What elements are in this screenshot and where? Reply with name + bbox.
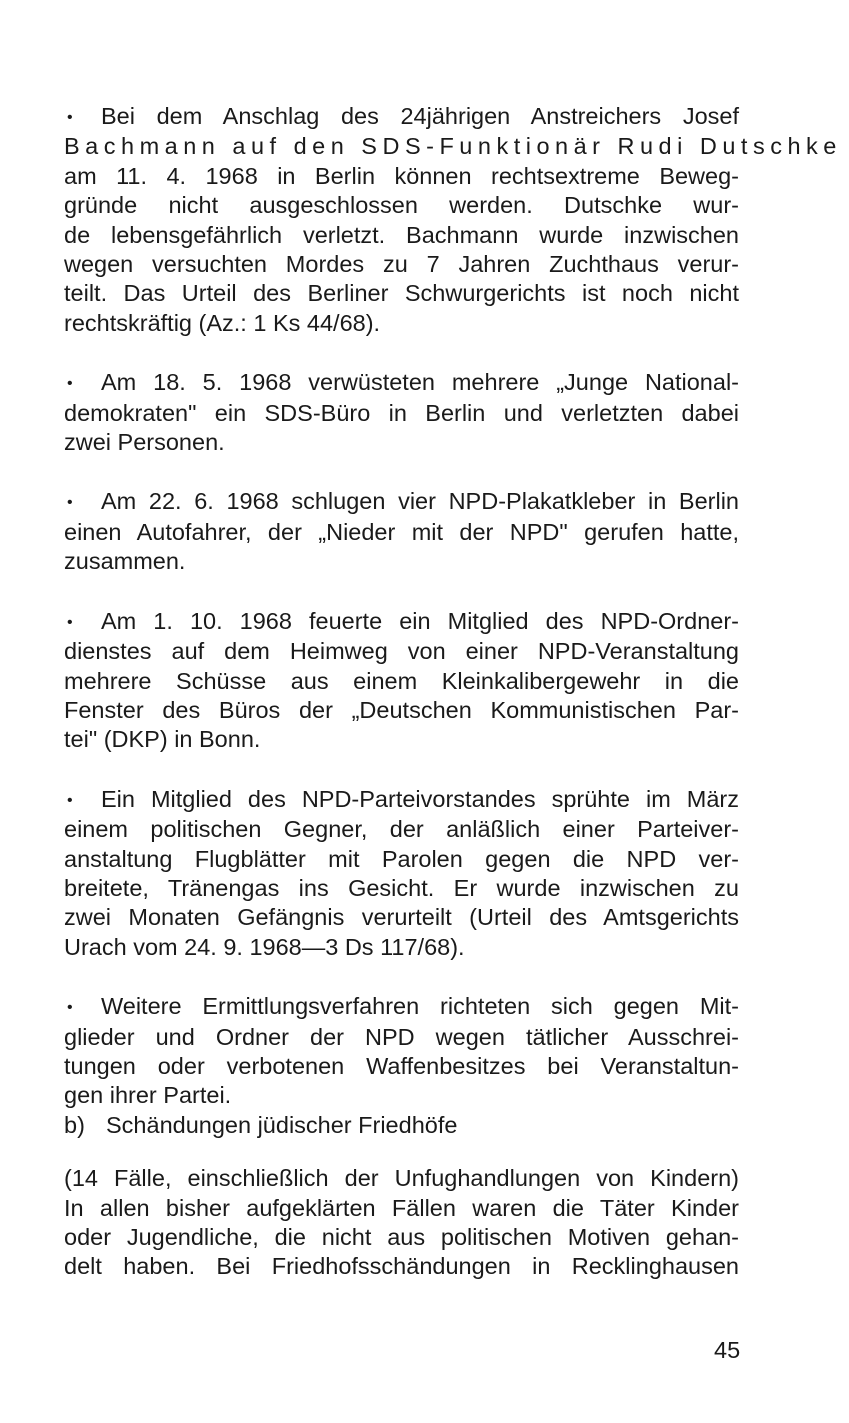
text-line-spaced: Bachmann auf den SDS-Funktionär Rudi Dutschke <box>64 133 842 160</box>
text-line: zwei Personen. <box>64 429 225 456</box>
text-line: breitete, Tränengas ins Gesicht. Er wurde inzwischen zu <box>64 874 739 901</box>
text-line: tungen oder verbotenen Waffenbesitzes bei Veranstaltun- <box>64 1052 739 1079</box>
text-line: delt haben. Bei Friedhofsschändungen in Recklinghausen <box>64 1253 739 1280</box>
section-label: b) <box>64 1111 85 1138</box>
text-line: zwei Monaten Gefängnis verurteilt (Urteil des Amtsgerichts <box>64 904 739 931</box>
text-line: Fenster des Büros der „Deutschen Kommunistischen Par- <box>64 696 739 723</box>
text-line: de lebensgefährlich verletzt. Bachmann wurde inzwischen <box>64 221 739 248</box>
paragraph-cemetery-desecrations <box>64 1164 739 1282</box>
bullet-icon: • <box>67 999 73 1017</box>
paragraph-attack-dutschke <box>64 102 842 338</box>
section-heading <box>64 1111 739 1140</box>
bullet-icon: • <box>67 613 73 631</box>
page-number: 45 <box>714 1337 741 1363</box>
bullet-icon: • <box>67 375 73 393</box>
text-line: tei" (DKP) in Bonn. <box>64 726 261 753</box>
bullet-icon: • <box>67 494 73 512</box>
text-line: gründe nicht ausgeschlossen werden. Dutschke wur- <box>64 192 739 219</box>
text-line: gen ihrer Partei. <box>64 1082 232 1109</box>
text-line: anstaltung Flugblätter mit Parolen gegen die NPD ver- <box>64 845 739 872</box>
text-line: • Am 22. 6. 1968 schlugen vier NPD-Plakatkleber in Berlin <box>64 487 739 517</box>
text-line: glieder und Ordner der NPD wegen tätlicher Ausschrei- <box>64 1023 739 1050</box>
text-line: • Am 1. 10. 1968 feuerte ein Mitglied des NPD-Ordner- <box>64 607 739 637</box>
bullet-icon: • <box>67 109 73 126</box>
text-line: In allen bisher aufgeklärten Fällen waren die Täter Kinder <box>64 1194 739 1221</box>
text-line: rechtskräftig (Az.: 1 Ks 44/68). <box>64 309 381 336</box>
text-line: einem politischen Gegner, der anläßlich einer Parteiver- <box>64 816 739 843</box>
text-line: (14 Fälle, einschließlich der Unfughandlungen von Kindern) <box>64 1165 739 1192</box>
section-title: Schändungen jüdischer Friedhöfe <box>106 1111 458 1138</box>
paragraph-shots-dkp <box>64 607 739 755</box>
text-line: mehrere Schüsse aus einem Kleinkalibergewehr in die <box>64 667 739 694</box>
text-line: am 11. 4. 1968 in Berlin können rechtsextreme Beweg- <box>64 162 739 189</box>
text-line: dienstes auf dem Heimweg von einer NPD-Veranstaltung <box>64 638 739 665</box>
paragraph-investigations <box>64 992 739 1111</box>
text-line: demokraten" ein SDS-Büro in Berlin und verletzten dabei <box>64 399 739 426</box>
text-line: • Ein Mitglied des NPD-Parteivorstandes sprühte im März <box>64 785 739 815</box>
text-line: • Bei dem Anschlag des 24jährigen Anstreichers Josef <box>64 102 739 132</box>
paragraph-sds-office <box>64 368 739 457</box>
text-line: wegen versuchten Mordes zu 7 Jahren Zuchthaus verur- <box>64 251 739 278</box>
document-page <box>64 102 842 1282</box>
text-line: einen Autofahrer, der „Nieder mit der NPD" gerufen hatte, <box>64 518 739 545</box>
paragraph-tear-gas <box>64 785 739 962</box>
text-line: teilt. Das Urteil des Berliner Schwurgerichts ist noch nicht <box>64 280 739 307</box>
text-line: zusammen. <box>64 548 186 575</box>
paragraph-poster-gluers <box>64 487 739 576</box>
text-line: • Am 18. 5. 1968 verwüsteten mehrere „Junge National- <box>64 368 739 398</box>
text-line: • Weitere Ermittlungsverfahren richteten sich gegen Mit- <box>64 992 739 1022</box>
bullet-icon: • <box>67 791 73 809</box>
text-line: oder Jugendliche, die nicht aus politischen Motiven gehan- <box>64 1224 739 1250</box>
text-line: Urach vom 24. 9. 1968—3 Ds 117/68). <box>64 933 465 960</box>
